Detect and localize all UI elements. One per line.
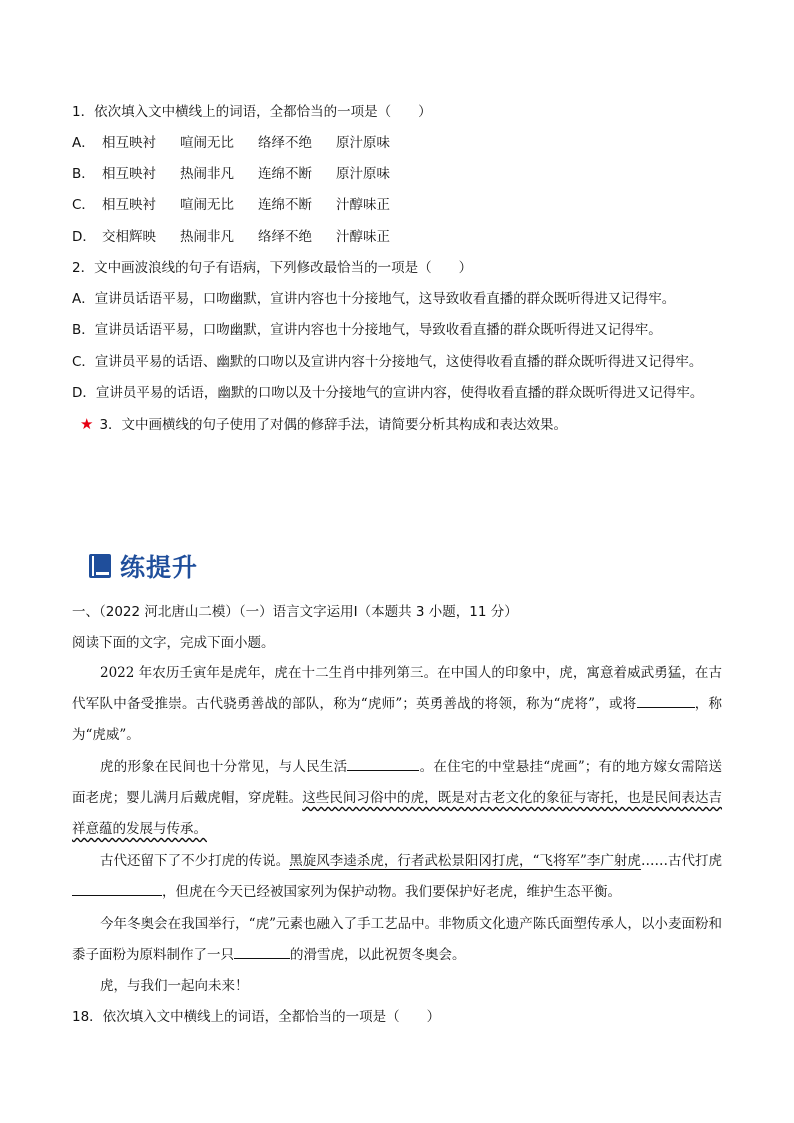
fill-blank [234,944,290,959]
passage-paragraph-2 [72,752,722,845]
option-word: 喧闹无比 [180,197,234,213]
passage-paragraph-5: 虎，与我们一起向未来！ [100,978,249,994]
book-icon [88,553,112,579]
question-1-stem: 1．依次填入文中横线上的词语，全都恰当的一项是（ ） [72,104,432,120]
option-letter: B． [72,166,95,182]
section-header [88,548,198,584]
star-icon: ★ [80,415,94,433]
question-2-option-c: C．宣讲员平易的话语、幽默的口吻以及宣讲内容十分接地气，这使得收看直播的群众既听得进又记得牢。 [72,354,703,370]
option-word: 交相辉映 [102,229,156,245]
option-word: 热闹非凡 [180,166,234,182]
question-2-option-a: A．宣讲员话语平易，口吻幽默，宣讲内容也十分接地气，这导致收看直播的群众既听得进又记得牢。 [72,291,676,307]
underlined-sentence: 黑旋风李逵杀虎，行者武松景阳冈打虎，“飞将军”李广射虎 [289,853,641,869]
option-word: 相互映衬 [102,197,156,213]
fill-blank [72,881,162,896]
passage-text: 。在住宅的中堂悬挂“虎画”；有的地方嫁女需陪送面老虎；婴儿满月后戴虎帽，穿虎鞋。 [72,759,722,806]
fill-blank [347,756,419,771]
passage-text: 的滑雪虎，以此祝贺冬奥会。 [290,947,466,963]
option-word: 原汁原味 [336,135,390,151]
passage-paragraph-4 [72,909,722,971]
option-word: 热闹非凡 [180,229,234,245]
part-heading: 一、（2022 河北唐山二模）（一）语言文字运用Ⅰ（本题共 3 小题，11 分） [72,604,518,620]
question-3-stem: 3．文中画横线的句子使用了对偶的修辞手法，请简要分析其构成和表达效果。 [99,417,568,433]
option-word: 络绎不绝 [258,229,312,245]
option-letter: A． [72,135,95,151]
option-letter: D． [72,229,96,245]
passage-text: 2022 年农历壬寅年是虎年，虎在十二生肖中排列第三。在中国人的印象中，虎，寓意着威武勇猛，在古代军队中备受推崇。古代骁勇善战的部队，称为“虎师”；英勇善战的将领，称为“虎将”，或将 [72,665,722,712]
option-word: 连绵不断 [258,166,312,182]
wavy-underlined-sentence: 这些民间习俗中的虎，既是对古老文化的象征与寄托，也是民间表达吉祥意蕴的发展与传承。 [72,790,723,837]
passage-text: ，但虎在今天已经被国家列为保护动物。我们要保护好老虎，维护生态平衡。 [162,884,621,900]
passage-text: ……古代打虎 [640,853,722,869]
passage-text: 今年冬奥会在我国举行，“虎”元素也融入了手工艺品中。非物质文化遗产陈氏面塑传承人，以小麦面粉和黍子面粉为原料制作了一只 [72,916,722,963]
option-word: 汁醇味正 [336,229,390,245]
instruction: 阅读下面的文字，完成下面小题。 [72,635,275,651]
question-1-option-a [72,133,390,153]
option-word: 连绵不断 [258,197,312,213]
passage-text: 古代还留下了不少打虎的传说。 [100,853,290,869]
question-3 [80,414,567,435]
question-1-option-b [72,164,390,184]
option-word: 相互映衬 [102,135,156,151]
option-word: 相互映衬 [102,166,156,182]
option-word: 原汁原味 [336,166,390,182]
passage-text: 虎的形象在民间也十分常见，与人民生活 [100,759,348,775]
option-word: 喧闹无比 [180,135,234,151]
question-2-stem: 2．文中画波浪线的句子有语病，下列修改最恰当的一项是（ ） [72,260,473,276]
passage-text: ，称为“虎威”。 [72,696,723,743]
question-1-option-c [72,195,390,215]
option-word: 络绎不绝 [258,135,312,151]
question-18-stem: 18．依次填入文中横线上的词语，全都恰当的一项是（ ） [72,1009,441,1025]
option-letter: C． [72,197,95,213]
passage-paragraph-3 [72,846,722,908]
option-word: 汁醇味正 [336,197,390,213]
passage-paragraph-1 [72,658,722,751]
question-2-option-d: D．宣讲员平易的话语，幽默的口吻以及十分接地气的宣讲内容，使得收看直播的群众既听得进又记得牢。 [72,385,704,401]
question-1-option-d [72,227,390,247]
fill-blank [637,693,695,708]
section-title: 练提升 [120,553,199,582]
question-2-option-b: B．宣讲员话语平易，口吻幽默，宣讲内容也十分接地气，导致收看直播的群众既听得进又记得牢。 [72,322,662,338]
